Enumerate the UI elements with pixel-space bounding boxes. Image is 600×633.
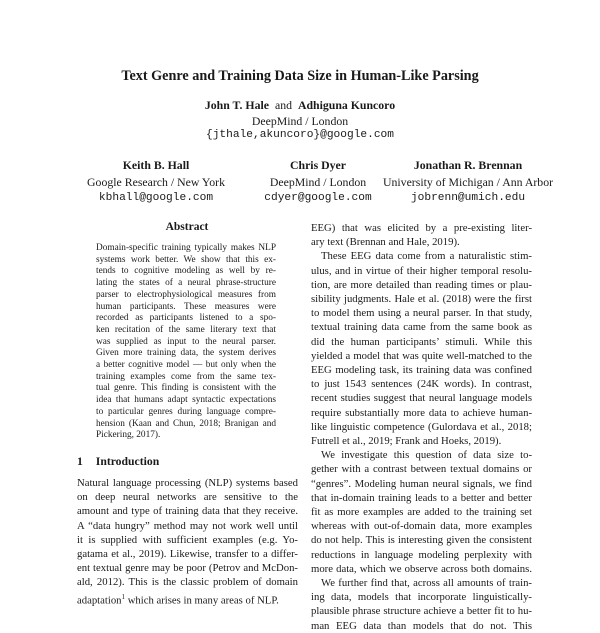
author-affiliation: University of Michigan / Ann Arbor (382, 175, 554, 189)
abstract-heading: Abstract (165, 221, 209, 233)
body-line: amount and type of training data that they receive. (77, 505, 298, 518)
body-line: EEG modeling task, its training data was confined (311, 364, 532, 377)
author-email: kbhall@google.com (98, 192, 214, 204)
body-line: ulus, and in virtue of their higher temporal resolu- (311, 264, 532, 277)
section-number: 1 (77, 455, 83, 468)
body-line: like linguistic competence (Gulordava et al., 2018; (311, 420, 532, 433)
abstract-line: parser to electrophysiological measures from (96, 289, 276, 300)
author-conjunction: and (274, 98, 293, 112)
body-line: man EEG data than models that do not. This (311, 619, 532, 632)
author-name: John T. Hale (204, 98, 270, 112)
body-text: which arises in many areas of NLP. (125, 594, 279, 607)
body-line: yielded a model that was quite well-matched to the (311, 349, 532, 362)
body-line: reductions in language modeling perplexity with (311, 548, 532, 561)
body-line: textual training data came from the same book as (311, 321, 532, 334)
body-line: We further find that, across all amounts of train- (321, 577, 532, 590)
author-block-3 (358, 158, 578, 204)
author-email: jobrenn@umich.edu (410, 192, 526, 204)
body-line: whereas with out-of-domain data, more examples (311, 520, 532, 533)
abstract-line: tual genre. This finding is consistent with the (96, 383, 276, 394)
body-line: Natural language processing (NLP) systems based (77, 477, 298, 489)
author-name: Adhiguna Kuncoro (297, 98, 396, 112)
abstract-line: ken recitation of the same literary text that (96, 324, 276, 335)
body-line: ary text (Brennan and Hale, 2019). (311, 236, 460, 249)
abstract-line: lating the states of a neural phrase-structure (96, 278, 276, 289)
author-line-top (0, 98, 600, 113)
abstract-body (96, 243, 276, 442)
abstract-line: to particular genres during language compre- (96, 406, 276, 417)
abstract-line: hension (Kaan and Chun, 2018; Branigan and (96, 418, 276, 429)
body-line: Futrell et al., 2019; Frank and Hoeks, 2019). (311, 435, 502, 448)
body-line: recent studies suggest that neural language models (311, 392, 532, 405)
paper-title: Text Genre and Training Data Size in Human-Like Parsing (121, 68, 479, 84)
author-email: cdyer@google.com (264, 192, 372, 204)
author-name: Chris Dyer (289, 158, 347, 172)
abstract-line: recorded as participants listened to a spo- (96, 313, 276, 324)
body-line: do not help. This is interesting given the consistent (311, 534, 532, 547)
body-line: ent textual genre may be poor (Petrov and McDon- (77, 562, 298, 575)
body-line: We investigate this question of data size to- (321, 449, 532, 462)
body-line: gether with a contrast between textual domains or (311, 463, 532, 476)
section-title: Introduction (95, 455, 160, 468)
abstract-line: human participants. These measures were (96, 301, 276, 312)
abstract-line: systems work better. We show that this ex- (96, 254, 276, 265)
author-affiliation: DeepMind / London (251, 114, 349, 128)
right-column (311, 221, 532, 633)
body-line: that in-domain training leads to a better and better (311, 491, 532, 504)
body-line: “genres”. Modeling human neural signals, we find (311, 477, 532, 490)
body-line: EEG) that was elicited by a pre-existing liter- (311, 222, 532, 234)
abstract-line: Pickering, 2017). (96, 430, 161, 441)
section-heading (77, 455, 159, 468)
body-line (77, 590, 298, 608)
abstract-line: tends to cognitive modeling as well by re- (96, 266, 276, 277)
body-line: more data, which we observe across both domains. (311, 562, 532, 575)
body-line: These EEG data come from a naturalistic stim- (321, 250, 532, 263)
body-line: ald, 2012). This is the classic problem of domain (77, 576, 298, 589)
abstract-line: was supplied as input to the neural parser. (96, 336, 276, 347)
abstract-line: a better cognitive model — but only when the (96, 360, 276, 371)
body-line: did the human participants’ stimuli. While this (311, 335, 532, 348)
abstract-line: Given more training data, the system derives (96, 348, 276, 359)
body-line: A “data hungry” method may not work well until (77, 519, 298, 532)
body-line: to just 1543 sentences (24K words). In contrast, (311, 378, 532, 391)
body-line: tion, are more detailed than reading times or plau- (311, 278, 532, 291)
abstract-line: idea that humans adapt syntactic expectations (96, 395, 276, 406)
body-line: sibility judgments. Hale et al. (2018) were the first (311, 293, 532, 306)
body-line: gatama et al., 2019). Likewise, transfer to a differ- (77, 548, 298, 561)
body-line: to model them using a neural parser. In that study, (311, 307, 532, 320)
body-line: on deep neural networks are sensitive to the (77, 491, 298, 504)
body-line: plausible phrase structure achieve a better fit to hu- (311, 605, 532, 618)
intro-body (77, 476, 298, 607)
author-name: Keith B. Hall (122, 158, 190, 172)
body-line: ing data, models that incorporate linguistically- (311, 591, 532, 604)
abstract-line: training examples come from the same tex- (96, 371, 276, 382)
author-affiliation: DeepMind / London (269, 175, 367, 189)
author-affiliation: Google Research / New York (87, 175, 225, 189)
footnote-marker[interactable]: 1 (121, 592, 126, 601)
author-name: Jonathan R. Brennan (413, 158, 523, 172)
body-line: it is supplied with sufficient examples (e.g. Yo- (77, 533, 298, 546)
abstract-line: Domain-specific training typically makes NLP (96, 243, 276, 253)
body-text: adaptation (77, 594, 122, 607)
author-email: {jthale,akuncoro}@google.com (206, 129, 394, 141)
body-line: require substantially more data to achieve human- (311, 406, 532, 419)
body-line: fit as more examples are added to the training set (311, 506, 532, 519)
